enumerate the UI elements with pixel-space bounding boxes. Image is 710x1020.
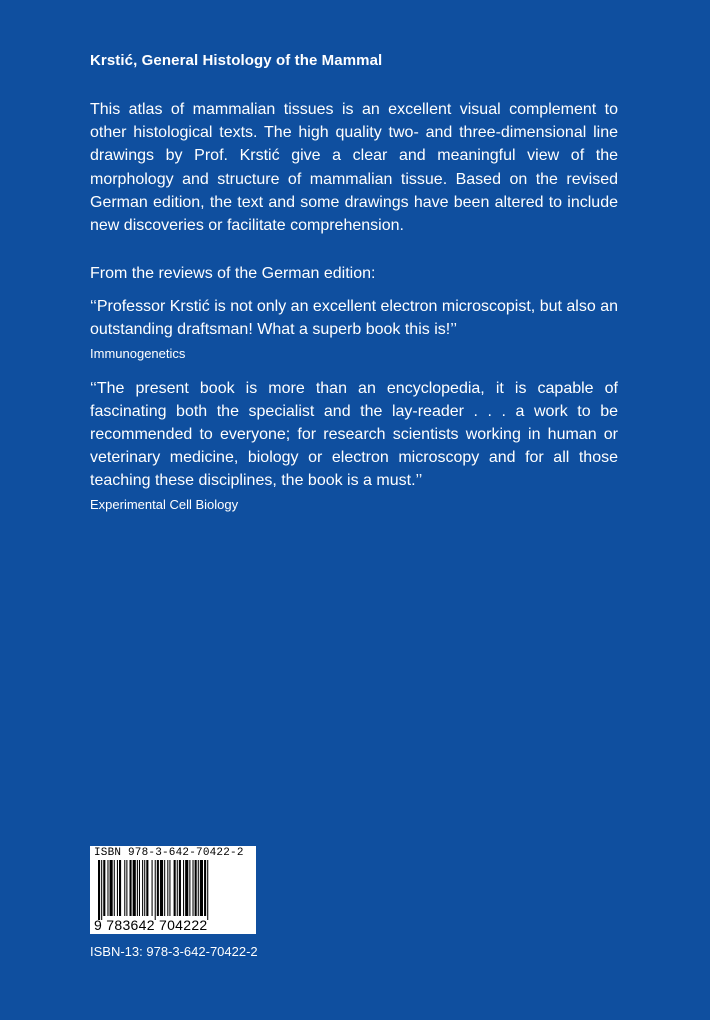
barcode-bar bbox=[200, 860, 203, 916]
barcode-bar bbox=[137, 860, 138, 916]
barcode-bar bbox=[157, 860, 159, 916]
barcode-bar bbox=[195, 860, 197, 916]
barcode-bar bbox=[189, 860, 190, 916]
barcode-bar bbox=[133, 860, 136, 916]
book-title: Krstić, General Histology of the Mammal bbox=[90, 52, 383, 69]
barcode-bar bbox=[130, 860, 132, 916]
review-quote: ‘‘Professor Krstić is not only an excellent electron microscopist, but also an outstanding draftsman! What a superb book this is!’’ bbox=[90, 298, 618, 339]
barcode-bar bbox=[183, 860, 184, 916]
barcode-bar bbox=[174, 860, 176, 916]
barcode-bar bbox=[117, 860, 118, 916]
barcode-bar bbox=[98, 860, 100, 920]
barcode-bar bbox=[107, 860, 108, 916]
cover-text bbox=[90, 50, 618, 528]
barcode-bar bbox=[139, 860, 140, 916]
isbn-13: ISBN-13: 978-3-642-70422-2 bbox=[90, 944, 258, 959]
barcode-bar bbox=[119, 860, 121, 916]
barcode-bar bbox=[167, 860, 168, 916]
barcode-bar bbox=[204, 860, 206, 916]
barcode-bar bbox=[177, 860, 178, 916]
barcode bbox=[90, 846, 256, 934]
barcode-bar bbox=[185, 860, 188, 916]
barcode-bar bbox=[114, 860, 115, 916]
review-source: Experimental Cell Biology bbox=[90, 497, 239, 513]
barcode-bar bbox=[193, 860, 194, 916]
barcode-bar bbox=[169, 860, 170, 916]
barcode-bar bbox=[155, 860, 156, 920]
barcode-bar bbox=[160, 860, 163, 916]
barcode-bar bbox=[101, 860, 102, 920]
barcode-bar bbox=[103, 860, 105, 916]
barcode-bar bbox=[144, 860, 145, 916]
review-1 bbox=[90, 295, 618, 363]
barcode-bar bbox=[142, 860, 143, 916]
barcode-bar bbox=[207, 860, 208, 920]
barcode-bar bbox=[124, 860, 125, 916]
review-2 bbox=[90, 377, 618, 514]
barcode-bar bbox=[110, 860, 113, 916]
barcode-digits: 9 783642 704222 bbox=[94, 917, 208, 933]
barcode-bar bbox=[179, 860, 181, 916]
review-quote: ‘‘The present book is more than an encyclopedia, it is capable of fascinating both the specialist and the lay-reader . . . a work to be recommended to everyone; for research scientists working in human or veterinary medicine, biology or electron microscopy and for all those teaching these disciplines, the book is a must.’’ bbox=[90, 380, 618, 490]
barcode-bar bbox=[198, 860, 199, 916]
barcode-bar bbox=[152, 860, 153, 916]
book-description: This atlas of mammalian tissues is an excellent visual complement to other histological texts. The high quality two- and three-dimensional line drawings by Prof. Krstić give a clear and meaningful view of the morphology and structure of mammalian tissue. Based on the revised German edition, the text and some drawings have been altered to include new discoveries or facilitate comprehension. bbox=[90, 101, 618, 235]
barcode-bars bbox=[98, 860, 248, 920]
review-source: Immunogenetics bbox=[90, 346, 186, 362]
barcode-bar bbox=[126, 860, 127, 916]
reviews-heading: From the reviews of the German edition: bbox=[90, 265, 376, 283]
barcode-bar bbox=[146, 860, 148, 916]
barcode-isbn-label: ISBN 978-3-642-70422-2 bbox=[94, 847, 244, 859]
barcode-bar bbox=[164, 860, 165, 916]
